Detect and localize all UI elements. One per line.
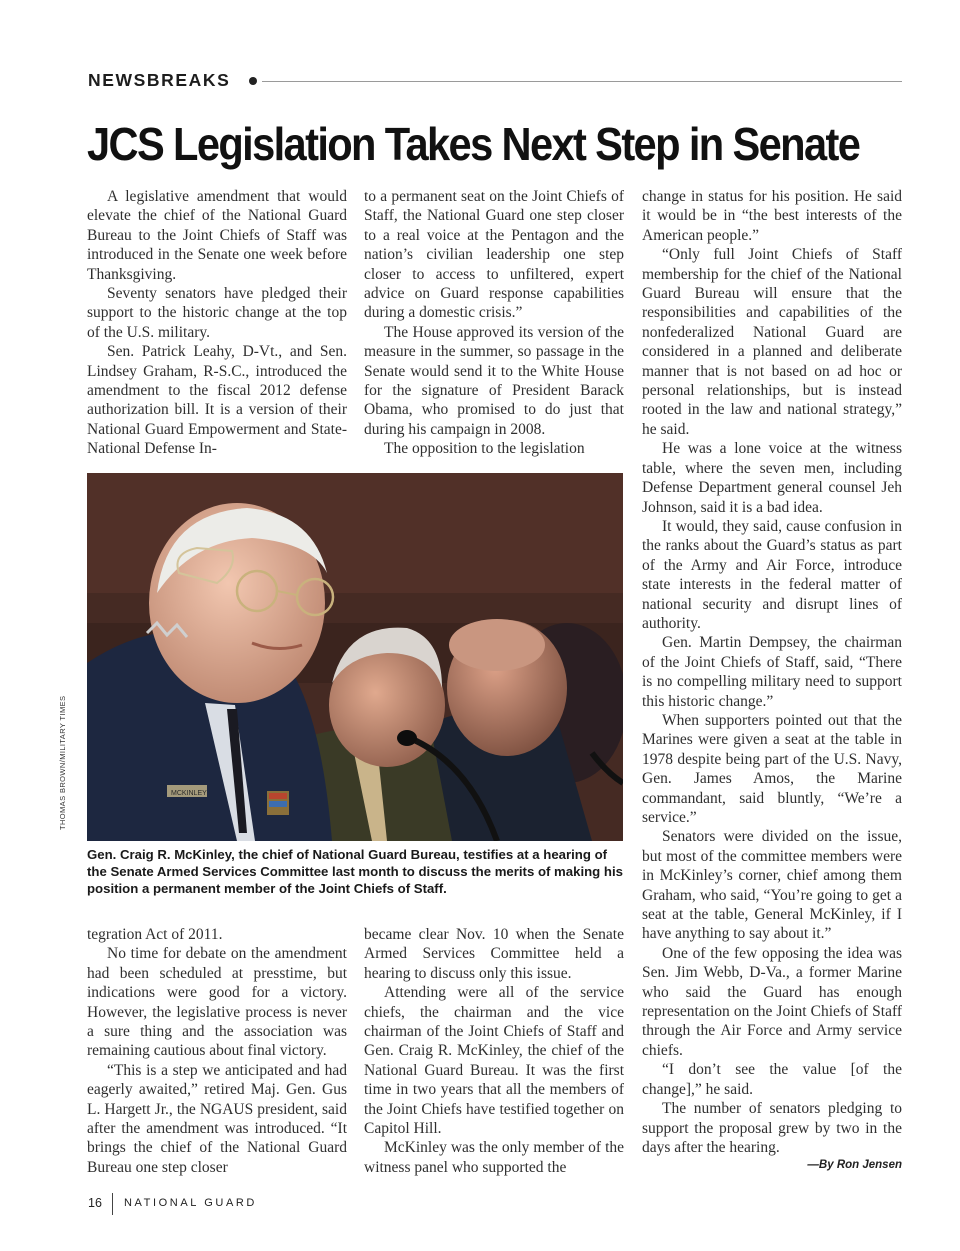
paragraph: Attending were all of the service chiefs, the chairman and the vice chairman of the Joint Chiefs of Staff and Gen. Craig R. McKinley, the chief of the National Guard Bureau. It was the first time in two years that all the members of the Joint Chiefs have testified together on Capitol Hill.	[364, 984, 624, 1138]
paragraph: Seventy senators have pledged their support to the historic change at the top of the U.S. military.	[87, 285, 347, 341]
paragraph: “Only full Joint Chiefs of Staff membership for the chief of the National Guard Bureau will ensure that the responsibilities and capabilities of the nonfederalized National Guard are considered in a planned and deliberate manner that is not based on ad hoc or personal relationships, but is instead rooted in the law and national strategy,” he said.	[642, 246, 902, 438]
photo-credit: THOMAS BROWN/MILITARY TIMES	[58, 695, 67, 830]
paragraph: tegration Act of 2011.	[87, 926, 223, 943]
paragraph: became clear Nov. 10 when the Senate Armed Services Committee held a hearing to discuss only this issue.	[364, 926, 624, 982]
paragraph: “This is a step we anticipated and had eagerly awaited,” retired Maj. Gen. Gus L. Hargett Jr., the NGAUS president, said after the amendment was introduced. “It brings the chief of the National Guard Bureau one step closer	[87, 1061, 347, 1176]
article-headline: JCS Legislation Takes Next Step in Senate	[87, 118, 860, 170]
paragraph: A legislative amendment that would elevate the chief of the National Guard Bureau to the Joint Chiefs of Staff was introduced in the Senate one week before Thanksgiving.	[87, 188, 347, 283]
paragraph: Sen. Patrick Leahy, D-Vt., and Sen. Lindsey Graham, R-S.C., introduced the amendment to the fiscal 2012 defense authorization bill. It is a version of their National Guard Empowerment and State-National Defense In-	[87, 343, 347, 458]
paragraph: Gen. Martin Dempsey, the chairman of the Joint Chiefs of Staff, said, “There is no compelling military need to support this historic change.”	[642, 634, 902, 710]
section-header	[88, 68, 902, 94]
paragraph: “I don’t see the value [of the change],” he said.	[642, 1061, 902, 1098]
photo-caption: Gen. Craig R. McKinley, the chief of National Guard Bureau, testifies at a hearing of the Senate Armed Services Committee last month to discuss the merits of making his position a permanent member of the Joint Chiefs of Staff.	[87, 847, 623, 897]
paragraph: Senators were divided on the issue, but most of the committee members were in McKinley’s corner, chief among them Graham, who said, “You’re going to get a seat at the table, General McKinley, if I have anything to say about it.”	[642, 828, 902, 943]
paragraph: change in status for his position. He said it would be in “the best interests of the American people.”	[642, 188, 902, 244]
byline: —By Ron Jensen	[807, 1159, 902, 1171]
publication-name: NATIONAL GUARD	[124, 1197, 257, 1209]
hearing-photo-illustration	[87, 473, 623, 841]
paragraph: It would, they said, cause confusion in the ranks about the Guard’s status as part of the Army and Air Force, introduce state interests in the federal matter of national security and disrupt lines of authority.	[642, 517, 902, 632]
paragraph: to a permanent seat on the Joint Chiefs of Staff, the National Guard one step closer to a real voice at the Pentagon and the nation’s civilian leadership one step closer to access to unfiltered, expert advice on Guard response capabilities during a domestic crisis.”	[364, 188, 624, 322]
column-3	[642, 187, 902, 1177]
section-label: NEWSBREAKS	[88, 70, 231, 90]
nameplate-text: MCKINLEY	[171, 790, 207, 797]
section-rule	[262, 81, 902, 82]
paragraph: The opposition to the legislation	[384, 440, 585, 458]
column-2-top	[364, 187, 624, 461]
footer-divider	[112, 1193, 113, 1215]
column-1-bottom	[87, 925, 347, 1177]
paragraph: The number of senators pledging to support the proposal grew by two in the days after the hearing.	[642, 1100, 902, 1156]
column-2-bottom	[364, 925, 624, 1177]
bullet-dot-icon	[249, 77, 257, 85]
page-number: 16	[88, 1196, 102, 1210]
column-1-top	[87, 187, 347, 461]
paragraph: McKinley was the only member of the witness panel who supported the	[364, 1139, 624, 1176]
paragraph: The House approved its version of the measure in the summer, so passage in the Senate would send it to the White House for the signature of President Barack Obama, who promised to do just that during his campaign in 2008.	[364, 323, 624, 438]
hearing-photo	[87, 473, 623, 841]
paragraph: One of the few opposing the idea was Sen. Jim Webb, D-Va., a former Marine who said the Guard has enough representation on the Joint Chiefs of Staff through the Air Force and Army service chiefs.	[642, 944, 902, 1059]
paragraph: When supporters pointed out that the Marines were given a seat at the table in 1978 despite being part of the U.S. Navy, Gen. James Amos, the Marine commandant, said bluntly, “We’re a service.”	[642, 711, 902, 826]
paragraph: He was a lone voice at the witness table, where the seven men, including Defense Department general counsel Jeh Johnson, said it is a bad idea.	[642, 440, 902, 516]
paragraph: No time for debate on the amendment had been scheduled at presstime, but indications were good for a victory. However, the legislative process is never a sure thing and the association was remaining cautious about final victory.	[87, 945, 347, 1060]
